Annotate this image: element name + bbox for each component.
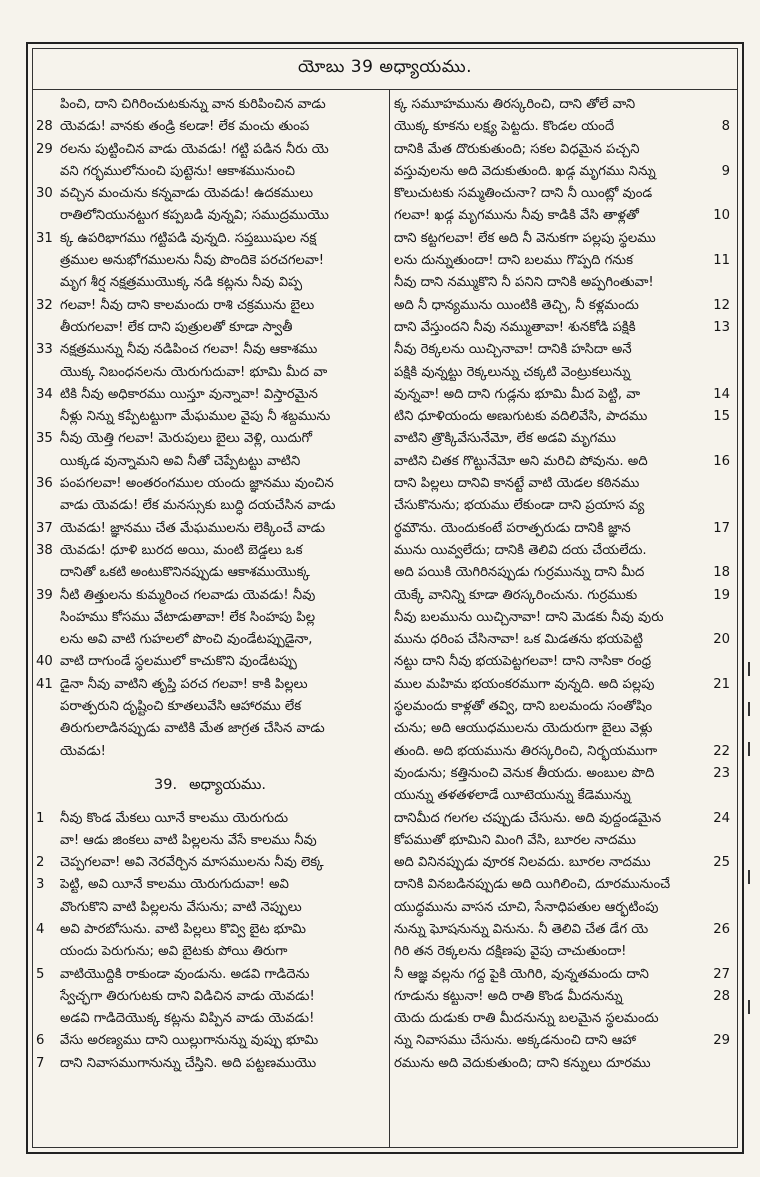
- chapter-number: 39.: [154, 777, 178, 794]
- verse-text: యెవడు!: [60, 743, 106, 759]
- verse-number: [36, 718, 60, 740]
- verse-line: [36, 272, 384, 294]
- right-column: [394, 94, 730, 1144]
- verse-number: [36, 250, 60, 272]
- verse-number: 11: [713, 253, 730, 269]
- verse-number: [706, 785, 730, 807]
- left-column-verses-39: [36, 808, 384, 1076]
- verse-text: చును; అది ఆయుధములను యెదురుగా బైలు వెళ్లు: [394, 721, 653, 737]
- verse-number: 5: [36, 966, 45, 982]
- verse-text: క్క సమూహమును తిరస్కరించి, దాని తోలే వాని: [394, 97, 636, 112]
- verse-number: 35: [36, 431, 53, 447]
- verse-number: 7: [36, 1055, 45, 1071]
- verse-number: [36, 495, 60, 517]
- verse-line: [36, 139, 384, 161]
- verse-line: [394, 1030, 730, 1052]
- verse-text: యెవడు! జ్ఞానము చేత మేఘములను లెక్కించే వాడు: [60, 520, 326, 536]
- verse-text: వాటిని త్రొక్కివేసునేమో, లేక అడవి మృగము: [394, 431, 616, 447]
- verse-line: [394, 339, 730, 361]
- verse-line: [36, 518, 384, 540]
- verse-number: 22: [713, 743, 730, 759]
- verse-line: [36, 295, 384, 317]
- verse-text: వాటియొద్దికి రాకుండా వుండును. అడవి గాడిదెను: [60, 966, 310, 982]
- verse-text: గూడును కట్టునా! అది రాతి కొండ మీదనున్ను: [394, 988, 623, 1004]
- verse-number: [36, 830, 60, 852]
- verse-text: మును యివ్వలేదు; దానికి తెలివి దయ చేయలేదు.: [394, 542, 647, 558]
- verse-text: కొలుచుటకు సమ్మతించునా? దాని నీ యింట్లో వుండ: [394, 186, 653, 202]
- verse-line: [394, 228, 730, 250]
- verse-number: 33: [36, 342, 53, 358]
- verse-text: తీయగలవా! లేక దాని పుత్రులతో కూడా స్వాతీ: [60, 319, 293, 335]
- verse-text: పెట్టి, అవి యీనే కాలము యెరుగుదువా! అవి: [60, 877, 289, 893]
- verse-line: [394, 1008, 730, 1030]
- verse-line: [394, 518, 730, 540]
- verse-text: అది నీ ధాన్యమును యింటికి తెచ్చి, నీ కళ్లమందు: [394, 297, 639, 313]
- verse-text: న్ను నివాసము చేసును. అక్కడనుంచి దాని ఆహా: [394, 1033, 636, 1049]
- verse-text: దానితో ఒకటి అంటుకొనినప్పుడు ఆకాశముయొక్క: [60, 565, 310, 581]
- verse-line: [394, 674, 730, 696]
- verse-number: [706, 941, 730, 963]
- verse-line: [36, 495, 384, 517]
- verse-line: [36, 161, 384, 183]
- verse-line: [394, 964, 730, 986]
- verse-text: దాని కట్టగలవా! లేక అది నీ వెనుకగా పల్లపు స్థలము: [394, 230, 656, 246]
- verse-number: 9: [721, 163, 730, 179]
- verse-text: దానికి వినబడినప్పుడు అది యిగిలించి, దూరమునుంచే: [394, 877, 671, 893]
- verse-text: అవి పారబోసును. వాటి పిల్లలు కొవ్వి బైట భూమి: [60, 921, 306, 937]
- verse-number: 26: [713, 921, 730, 937]
- verse-number: 19: [713, 587, 730, 603]
- verse-text: యొక్క కూకను లక్ష్య పెట్టదు. కొండల యందే: [394, 119, 615, 135]
- verse-text: టికి నీవు అధికారము యిస్తూ వున్నావా! విస్తారమైన: [60, 386, 318, 402]
- verse-number: [706, 94, 730, 116]
- verse-number: [36, 362, 60, 384]
- verse-text: వాటి దాగుండే స్థలములో కాచుకొని వుండేటప్పు: [60, 654, 297, 670]
- verse-text: పక్షికి వున్నట్టు రెక్కలున్ను చక్కటి వెంట్రుకలున్ను: [394, 364, 631, 380]
- verse-line: [394, 585, 730, 607]
- verse-line: [394, 874, 730, 896]
- verse-text: నీవు దాని నమ్ముకొని నీ పనిని దానికి అప్పగింతువా!: [394, 275, 654, 291]
- verse-line: [36, 897, 384, 919]
- verse-line: [36, 406, 384, 428]
- verse-line: [394, 629, 730, 651]
- left-column: [36, 94, 384, 1144]
- verse-number: [706, 473, 730, 495]
- verse-text: స్వేచ్ఛగా తిరుగుటకు దాని విడిచిన వాడు యెవడు!: [60, 988, 315, 1004]
- verse-number: [706, 228, 730, 250]
- verse-line: [394, 183, 730, 205]
- verse-number: 25: [713, 855, 730, 871]
- verse-text: రాతిలోనియునట్టుగ కప్పబడి వున్నవి; సముద్రముయొ: [60, 208, 329, 224]
- margin-mark: [748, 662, 750, 676]
- verse-line: [394, 451, 730, 473]
- verse-text: మృగ శీర్ష నక్షత్రముయొక్క నడి కట్లను నీవు విప్ప: [60, 275, 303, 291]
- verse-text: వని గర్భములోనుంచి పుట్టెను! ఆకాశమునుంచి: [60, 163, 295, 179]
- verse-number: [706, 897, 730, 919]
- verse-text: దాని పిల్లలు దానివి కానట్టే వాటి యెడల కఠినము: [394, 476, 640, 492]
- verse-number: [36, 451, 60, 473]
- verse-line: [36, 205, 384, 227]
- verse-line: [394, 362, 730, 384]
- verse-text: క్క ఉపరిభాగము గట్టిపడి వున్నది. సప్తఋషుల నక్ష: [60, 230, 317, 246]
- verse-text: అది వినినప్పుడు వూరక నిలవదు. బూరల నాదము: [394, 855, 651, 871]
- verse-text: నీవు బలమును యిచ్చినావా! దాని మెడకు నీవు వురు: [394, 609, 664, 625]
- verse-line: [394, 250, 730, 272]
- verse-line: [394, 919, 730, 941]
- verse-number: [706, 607, 730, 629]
- verse-number: [36, 696, 60, 718]
- verse-text: దాని నివాసముగానున్ను చేస్తిని. అది పట్టణముయొ: [60, 1055, 317, 1071]
- verse-text: రమును అది వెదుకుతుంది; దాని కన్నులు దూరము: [394, 1055, 651, 1071]
- margin-mark: [748, 1000, 750, 1014]
- verse-number: 18: [713, 565, 730, 581]
- verse-text: లను దున్నుతుందా! దాని బలము గొప్పది గనుక: [394, 253, 633, 269]
- verse-number: 3: [36, 877, 45, 893]
- verse-line: [394, 651, 730, 673]
- verse-number: [706, 339, 730, 361]
- verse-line: [36, 317, 384, 339]
- verse-number: [36, 406, 60, 428]
- verse-line: [394, 696, 730, 718]
- verse-line: [394, 205, 730, 227]
- verse-number: 10: [713, 208, 730, 224]
- verse-number: 16: [713, 453, 730, 469]
- verse-line: [36, 1053, 384, 1075]
- verse-text: చెప్పగలవా! అవి నెరవేర్చిన మాసములను నీవు లెక్క: [60, 855, 324, 871]
- verse-text: యెక్కే వానిన్ని కూడా తిరస్కరించును. గుర్రముకు: [394, 587, 638, 603]
- verse-number: [706, 428, 730, 450]
- verse-line: [36, 808, 384, 830]
- verse-number: 21: [713, 676, 730, 692]
- verse-text: నట్టు దాని నీవు భయపెట్టగలవా! దాని నాసికా రంధ్ర: [394, 654, 652, 670]
- verse-text: వాడు యెవడు! లేక మనస్సుకు బుద్ధి దయచేసిన వాడు: [60, 498, 336, 514]
- verse-text: సింహము కోసము వేటాడుతావా! లేక సింహపు పిల్ల: [60, 609, 316, 625]
- verse-number: [706, 495, 730, 517]
- verse-line: [36, 1030, 384, 1052]
- verse-line: [36, 362, 384, 384]
- verse-line: [36, 874, 384, 896]
- verse-number: [706, 651, 730, 673]
- verse-line: [394, 763, 730, 785]
- verse-text: అడవి గాడిదెయొక్క కట్లను విప్పిన వాడు యెవడు!: [60, 1011, 315, 1027]
- margin-mark: [748, 742, 750, 756]
- verse-number: 39: [36, 587, 53, 603]
- verse-text: టిని ధూళియందు అణుగుటకు వదిలివేసి, పాదము: [394, 409, 648, 425]
- verse-text: వున్నవా! అది దాని గుడ్లను భూమి మీద పెట్టి, వా: [394, 386, 641, 402]
- verse-number: 1: [36, 810, 45, 826]
- verse-text: పించి, దాని చిగిరించుటకున్ను వాన కురిపించిన వాడు: [60, 97, 326, 112]
- verse-text: మును ధరింప చేసినావా! ఒక మిడతను భయపెట్టి: [394, 632, 643, 648]
- verse-number: [36, 897, 60, 919]
- verse-number: 29: [36, 141, 53, 157]
- verse-number: 29: [713, 1033, 730, 1049]
- verse-text: అది పయికి యెగిరినప్పుడు గుర్రమున్ను దాని మీద: [394, 565, 645, 581]
- verse-text: ముల మహిమ భయంకరముగా వున్నది. అది పల్లపు: [394, 676, 655, 692]
- verse-number: 6: [36, 1033, 45, 1049]
- verse-line: [394, 317, 730, 339]
- verse-number: [36, 272, 60, 294]
- verse-number: 15: [713, 409, 730, 425]
- verse-line: [394, 808, 730, 830]
- verse-number: [36, 607, 60, 629]
- verse-number: [706, 272, 730, 294]
- verse-text: కోపముతో భూమిని మింగి వేసి, బూరల నాదము: [394, 832, 636, 848]
- verse-text: వుండును; కత్తినుంచి వెనుక తీయదు. అంబుల పొది: [394, 765, 655, 781]
- verse-number: 32: [36, 297, 53, 313]
- verse-line: [36, 607, 384, 629]
- verse-line: [36, 228, 384, 250]
- verse-line: [36, 674, 384, 696]
- verse-line: [36, 94, 384, 116]
- verse-line: [394, 562, 730, 584]
- verse-number: [36, 941, 60, 963]
- page-header: [32, 48, 738, 90]
- verse-number: 2: [36, 855, 45, 871]
- verse-number: [36, 562, 60, 584]
- verse-text: యందు పెరుగును; అవి బైటకు పోయి తిరుగా: [60, 944, 288, 960]
- verse-text: నీవు యెత్తి గలవా! మెరుపులు బైలు వెళ్లి, యిదుగో: [60, 431, 312, 447]
- verse-line: [394, 607, 730, 629]
- verse-text: తిరుగులాడినప్పుడు వాటికి మేత జాగ్రత చేసిన వాడు: [60, 721, 325, 737]
- verse-line: [36, 696, 384, 718]
- verse-line: [36, 339, 384, 361]
- verse-text: స్థలమందు కాళ్లతో తవ్వి, దాని బలమందు సంతోషిం: [394, 699, 653, 715]
- verse-line: [36, 250, 384, 272]
- verse-line: [394, 406, 730, 428]
- verse-text: పంపగలవా! అంతరంగముల యందు జ్ఞానము వుంచిన: [60, 476, 334, 492]
- verse-line: [36, 540, 384, 562]
- verse-number: 28: [713, 988, 730, 1004]
- verse-line: [36, 941, 384, 963]
- verse-number: [36, 741, 60, 763]
- verse-line: [394, 830, 730, 852]
- left-column-verses-38: [36, 94, 384, 763]
- verse-line: [394, 139, 730, 161]
- verse-text: రలను పుట్టించిన వాడు యెవడు! గట్టి పడిన నీరు యె: [60, 141, 329, 157]
- verse-number: [706, 540, 730, 562]
- verse-line: [36, 629, 384, 651]
- verse-line: [394, 272, 730, 294]
- verse-text: నక్షత్రమున్ను నీవు నడిపించ గలవా! నీవు ఆకాశము: [60, 342, 318, 358]
- verse-text: వస్తువులను అది వెదుకుతుంది. ఖడ్గ మృగము నిన్ను: [394, 163, 656, 179]
- verse-line: [394, 1053, 730, 1075]
- verse-text: యొక్క నిబంధనలను యెరుగుదువా! భూమి మీద వా: [60, 364, 328, 380]
- verse-number: 28: [36, 119, 53, 135]
- verse-number: 40: [36, 654, 53, 670]
- verse-text: వేసు అరణ్యము దాని యిల్లుగానున్ను వుప్పు భూమి: [60, 1033, 319, 1049]
- verse-text: వొంగుకొని వాటి పిల్లలను వేసును; వాటి నెప్పులు: [60, 899, 302, 915]
- verse-text: పరాత్పరుని దృష్టించి కూతలువేసి ఆహారము లేక: [60, 699, 302, 715]
- verse-text: దాని వేస్తుందని నీవు నమ్ముతావా! శునకోడి పక్షికి: [394, 319, 636, 335]
- verse-text: నీవు కొండ మేకలు యీనే కాలము యెరుగుదు: [60, 810, 289, 826]
- verse-text: యెవడు! వానకు తండ్రి కలడా! లేక మంచు తుంప: [60, 119, 310, 135]
- verse-line: [394, 116, 730, 138]
- verse-text: డైనా నీవు వాటిని తృప్తి పరచ గలవా! కాకి పిల్లలు: [60, 676, 308, 692]
- verse-number: 14: [713, 386, 730, 402]
- verse-text: యుద్ధమును వాసన చూచి, సేనాధిపతుల ఆర్భటింపు: [394, 899, 659, 915]
- verse-number: [36, 317, 60, 339]
- verse-line: [394, 741, 730, 763]
- verse-line: [394, 295, 730, 317]
- verse-text: యున్ను తళతళలాడే యీటెయున్ను కేడెమున్ను: [394, 788, 631, 804]
- verse-text: గలవా! ఖడ్గ మృగమును నీవు కాడికి వేసి తాళ్లతో: [394, 208, 639, 224]
- verse-text: త్రముల అనుభోగములను నీవు పొందికె పరచగలవా!: [60, 253, 324, 269]
- verse-number: 38: [36, 542, 53, 558]
- verse-text: నీ ఆజ్ఞ వల్లను గద్ద పైకి యెగిరి, వున్నతమందు దాని: [394, 966, 649, 982]
- verse-line: [36, 986, 384, 1008]
- verse-number: [36, 94, 60, 116]
- verse-number: 31: [36, 230, 53, 246]
- verse-line: [394, 852, 730, 874]
- verse-line: [394, 94, 730, 116]
- verse-text: యెదు దుడుకు రాతి మీదనున్ను బలమైన స్థలమందు: [394, 1011, 659, 1027]
- verse-text: లను అవి వాటి గుహలలో పొంచి వుండేటప్పుడైనా,: [60, 632, 313, 648]
- verse-line: [36, 741, 384, 763]
- verse-line: [394, 384, 730, 406]
- verse-text: నీటి తిత్తులను కుమ్మరించ గలవాడు యెవడు! నీవు: [60, 587, 316, 603]
- verse-number: 27: [713, 966, 730, 982]
- verse-number: [706, 183, 730, 205]
- verse-number: [36, 205, 60, 227]
- verse-number: 23: [713, 765, 730, 781]
- verse-line: [36, 1008, 384, 1030]
- verse-text: తుంది. అది భయమును తిరస్కరించి, నిర్భయముగా: [394, 743, 658, 759]
- verse-number: 30: [36, 186, 53, 202]
- verse-text: నున్ను ఘోషనున్ను వినును. నీ తెలివి చేత డేగ యె: [394, 921, 649, 937]
- verse-number: 36: [36, 476, 53, 492]
- verse-text: వచ్చిన మంచును కన్నవాడు యెవడు! ఉదకములు: [60, 186, 314, 202]
- verse-number: 4: [36, 921, 45, 937]
- verse-line: [36, 473, 384, 495]
- verse-line: [36, 116, 384, 138]
- verse-text: నీవు రెక్కలను యిచ్చినావా! దానికి హసిదా అనే: [394, 342, 632, 358]
- margin-mark: [748, 702, 750, 716]
- verse-line: [394, 473, 730, 495]
- verse-text: వా! ఆడు జింకలు వాటి పిల్లలను వేసే కాలము నీవు: [60, 832, 317, 848]
- verse-number: [36, 161, 60, 183]
- chapter-heading: [36, 763, 384, 808]
- verse-line: [36, 830, 384, 852]
- verse-number: [706, 718, 730, 740]
- verse-line: [36, 562, 384, 584]
- verse-text: దానికి మేత దొరుకుతుంది; సకల విధమైన పచ్చని: [394, 141, 640, 157]
- verse-text: నీళ్లు నిన్ను కప్పేటట్టుగా మేఘముల వైపు నీ శబ్దమును: [60, 409, 331, 425]
- verse-line: [394, 941, 730, 963]
- verse-line: [394, 785, 730, 807]
- verse-number: 34: [36, 386, 53, 402]
- verse-line: [36, 183, 384, 205]
- verse-line: [36, 451, 384, 473]
- verse-line: [394, 718, 730, 740]
- verse-text: దానిమీద గలగల చప్పుడు చేసును. అది వుద్దండమైన: [394, 810, 662, 826]
- verse-text: ర్థమౌను. యెందుకంటే పరాత్పరుడు దానికి జ్ఞాన: [394, 520, 631, 536]
- verse-text: యెవడు! ధూళి బురద అయి, మంటి బెడ్డలు ఒక: [60, 542, 303, 558]
- verse-number: 12: [713, 297, 730, 313]
- verse-line: [36, 651, 384, 673]
- verse-line: [36, 384, 384, 406]
- chapter-label: అధ్యాయము.: [189, 777, 266, 794]
- verse-number: [706, 830, 730, 852]
- verse-line: [36, 718, 384, 740]
- verse-text: గలవా! నీవు దాని కాలమందు రాశి చక్రమును బైలు: [60, 297, 315, 313]
- verse-number: 37: [36, 520, 53, 536]
- column-divider: [389, 90, 390, 1148]
- verse-number: [706, 1053, 730, 1075]
- verse-text: గిరి తన రెక్కలను దక్షిణపు వైపు చాచుతుందా!: [394, 944, 627, 960]
- verse-line: [36, 585, 384, 607]
- verse-text: వాటిని చితక గొట్టునేమో అని మరిచి పోవును. అది: [394, 453, 648, 469]
- verse-number: 20: [713, 632, 730, 648]
- verse-number: [706, 874, 730, 896]
- verse-text: చేసుకొనును; భయము లేకుండా దాని ప్రయాస వ్య: [394, 498, 645, 514]
- verse-line: [394, 495, 730, 517]
- verse-number: 17: [713, 520, 730, 536]
- verse-number: 41: [36, 676, 53, 692]
- verse-line: [36, 852, 384, 874]
- verse-number: [706, 362, 730, 384]
- verse-line: [394, 897, 730, 919]
- verse-line: [394, 161, 730, 183]
- verse-number: [36, 1008, 60, 1030]
- margin-mark: [748, 870, 750, 884]
- verse-number: [706, 696, 730, 718]
- verse-line: [36, 919, 384, 941]
- page-title: యోబు 39 అధ్యాయము.: [297, 56, 473, 77]
- verse-number: 24: [713, 810, 730, 826]
- verse-number: 8: [721, 119, 730, 135]
- verse-line: [36, 964, 384, 986]
- verse-number: [36, 629, 60, 651]
- verse-number: [706, 139, 730, 161]
- verse-line: [394, 540, 730, 562]
- verse-number: [36, 986, 60, 1008]
- verse-line: [394, 986, 730, 1008]
- verse-number: 13: [713, 319, 730, 335]
- verse-text: యిక్కడ వున్నామని అవి నీతో చెప్పేటట్టు వాటిని: [60, 453, 301, 469]
- verse-line: [394, 428, 730, 450]
- verse-line: [36, 428, 384, 450]
- verse-number: [706, 1008, 730, 1030]
